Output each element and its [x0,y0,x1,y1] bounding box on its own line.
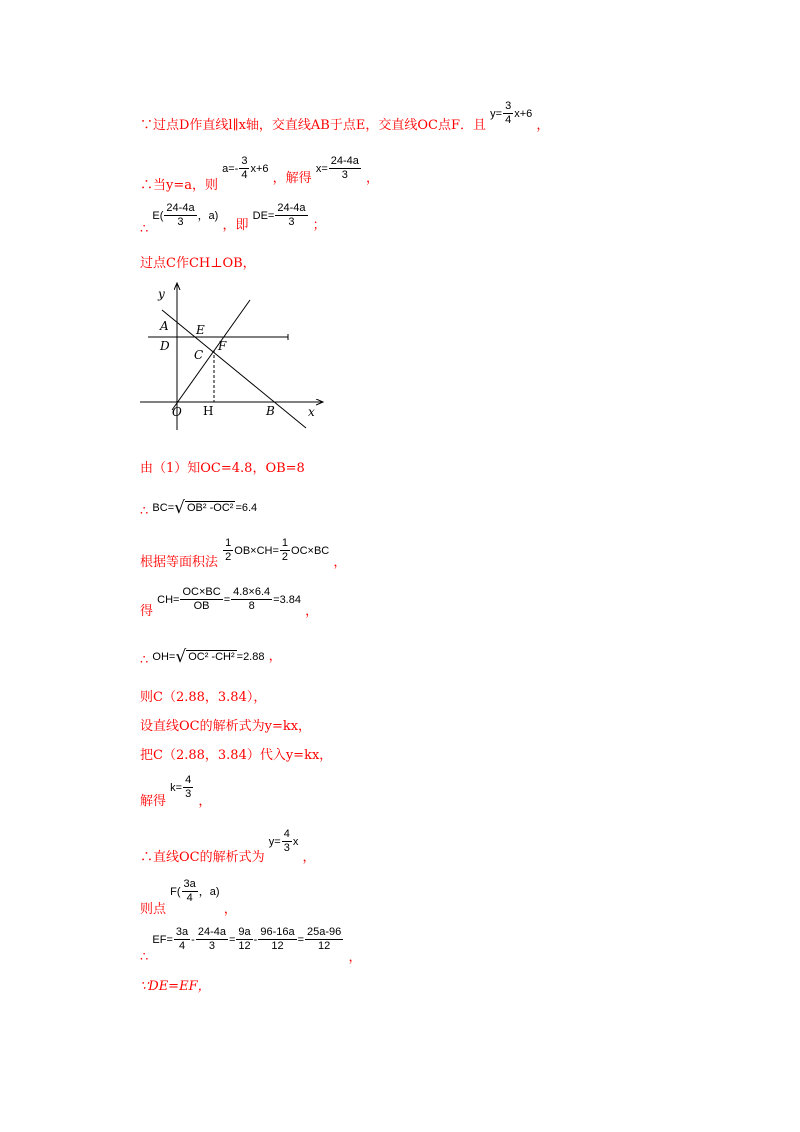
math: k= [170,782,183,794]
math: E( [152,210,164,222]
fraction [236,926,252,953]
numerator: 3 [241,155,248,167]
text: ， [302,850,316,865]
math: DE= [252,210,275,222]
math: x= [315,163,328,175]
fraction [329,155,361,182]
numerator: 3a [183,878,196,890]
line-13 [140,774,212,809]
label-d: D [160,339,170,353]
line-1 [140,100,550,139]
label-h: H [203,404,214,418]
radicand: OC² -CH² [188,651,235,663]
denominator: 3 [341,169,348,181]
text: 得 [140,604,154,619]
numerator: 96-16a [260,926,295,938]
math: = [223,594,231,606]
math: - [253,934,258,946]
numerator: 24-4a [277,202,306,214]
numerator: 3 [505,100,512,112]
numerator: 3a [175,926,189,938]
fraction [231,586,272,613]
denominator: 12 [238,940,251,952]
label-o: O [172,405,182,419]
denominator: 8 [248,600,255,612]
text: ，解得 [272,171,312,186]
line-14 [140,828,316,865]
numerator: 1 [225,537,232,549]
math: x+6 [250,163,269,175]
math: =2.88 [236,651,265,663]
sqrt-icon: √ [175,647,187,667]
text: 根据等面积法 [140,555,219,570]
math: CH= [157,594,180,606]
text: ∴ [140,950,149,965]
denominator: 4 [241,169,248,181]
numerator: 25a-96 [307,926,342,938]
line-3 [140,202,326,237]
denominator: 12 [318,940,331,952]
line-11 [140,715,311,734]
numerator: 9a [238,926,251,938]
math: - [191,934,195,946]
numerator: 24-4a [330,155,359,167]
denominator: 4 [186,892,193,904]
line-ab [162,310,306,428]
math: ，a) [198,886,220,898]
numerator: OC×BC [182,586,221,598]
text: ， [268,649,282,664]
denominator: 2 [281,551,289,563]
text: ∴直线OC的解析式为 [140,850,265,865]
denominator: 4 [505,114,512,126]
denominator: 3 [283,842,290,854]
math: =3.84 [273,594,301,606]
fraction [182,878,198,905]
text: ∴当y=a，则 [140,178,218,193]
fraction [239,155,249,182]
math: =6.4 [235,502,258,514]
text: ， [198,794,212,809]
text: 由（1）知OC=4.8，OB=8 [140,461,305,476]
fraction [282,828,292,855]
text: ，即 [222,218,249,233]
text: ， [366,171,380,186]
label-b: B [266,404,275,418]
text: 把C（2.88，3.84）代入y=kx， [140,748,333,763]
line-9 [140,645,282,667]
text: ， [223,902,237,917]
text: 解得 [140,794,167,809]
text: ； [312,218,326,233]
math: OC×BC [291,545,330,557]
math: = [297,934,305,946]
denominator: 3 [185,788,192,800]
text: ， [348,950,362,965]
label-a: A [160,319,169,333]
text: ， [536,118,550,133]
denominator: OB [193,600,210,612]
label-c: C [194,348,204,362]
math: F( [170,886,181,898]
line-17 [140,975,211,994]
text: ∵过点D作直线l∥x轴，交直线AB于点E，交直线OC点F．且 [140,118,486,133]
line-5 [140,457,305,476]
numerator: 24-4a [197,926,226,938]
denominator: 3 [177,216,184,228]
text: ， [333,555,347,570]
numerator: 1 [281,537,289,549]
label-x: x [308,405,315,419]
sqrt-icon: √ [174,498,185,518]
line-12 [140,744,332,763]
fraction [180,586,222,613]
math: y= [490,108,503,120]
fraction [258,926,296,953]
fraction [196,926,228,953]
math: y= [268,836,281,848]
line-7 [140,537,347,570]
math: x [292,836,299,848]
coordinate-figure [140,282,330,432]
denominator: 3 [208,940,215,952]
line-4 [140,252,256,271]
numerator: 4.8×6.4 [233,586,271,598]
label-f: F [218,339,227,353]
label-y: y [158,287,165,301]
text: 过点C作CH⊥OB， [140,256,256,271]
math: OH= [152,651,176,663]
fraction [223,537,233,564]
math: = [228,934,236,946]
text: ∵DE=EF， [140,979,211,994]
text: ∴ [140,653,149,668]
text: 则C（2.88，3.84）， [140,690,267,705]
denominator: 2 [225,551,232,563]
text: 则点 [140,902,167,917]
fraction [305,926,343,953]
radicand: OB² -OC² [186,502,234,514]
numerator: 4 [283,828,290,840]
text: 设直线OC的解析式为y=kx， [140,719,312,734]
line-10 [140,686,266,705]
denominator: 3 [288,216,295,228]
fraction [503,100,513,127]
text: ， [305,604,319,619]
numerator: 4 [185,774,192,786]
math: ，a) [197,210,219,222]
math: OB×CH= [234,545,279,557]
math: EF= [152,934,173,946]
denominator: 4 [178,940,186,952]
fraction [280,537,290,564]
line-6 [140,498,257,518]
fraction [183,774,193,801]
line-8 [140,586,319,619]
text: ∴ [140,222,149,237]
line-2 [140,155,380,193]
fraction [275,202,307,229]
fraction [174,926,190,953]
text: ∴ [140,504,149,519]
line-15 [140,878,237,917]
math: a=- [222,163,239,175]
fraction [164,202,196,229]
math: BC= [152,502,175,514]
numerator: 24-4a [166,202,195,214]
math: x+6 [514,108,533,120]
line-oc [172,300,250,410]
label-e: E [196,323,205,337]
denominator: 12 [271,940,284,952]
line-16 [140,926,362,965]
